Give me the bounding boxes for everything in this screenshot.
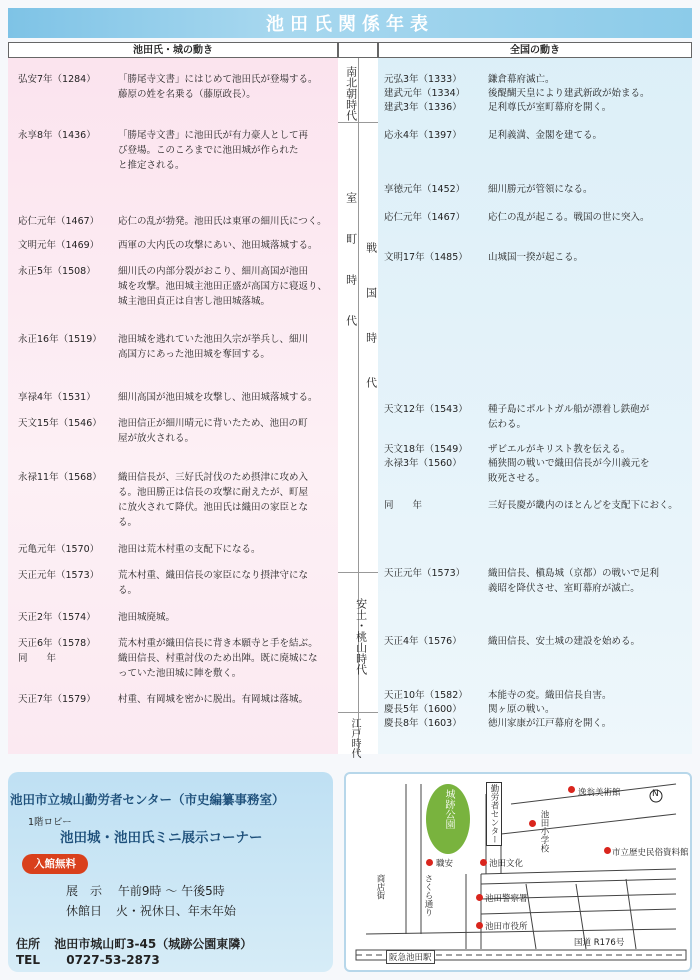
- era-azuchi-momoyama: 安土・桃山時代: [354, 598, 368, 675]
- event-year: 天文12年（1543）: [384, 404, 468, 415]
- school-label: 池田小学校: [539, 810, 549, 853]
- center-name: 池田市立城山勤労者センター（市史編纂事務室）: [10, 792, 285, 807]
- event-text: 池田は荒木村重の支配下になる。: [118, 544, 261, 555]
- page-title: 池田氏関係年表: [266, 14, 434, 35]
- event-year: 永正5年（1508）: [18, 266, 96, 277]
- station-label: 阪急池田駅: [386, 950, 435, 964]
- event-year: 応仁元年（1467）: [18, 216, 100, 227]
- event-text: 藤原の姓を名乗る（藤原政長）。: [118, 89, 256, 100]
- itsuo-label: 逸翁美術館: [578, 788, 621, 798]
- sakura-label: さくら通り: [423, 874, 433, 917]
- map-marker: [604, 847, 611, 854]
- event-text: 本能寺の変。織田信長自害。: [488, 690, 612, 701]
- event-year: 建武3年（1336）: [384, 102, 462, 113]
- map-marker: [476, 894, 483, 901]
- event-text: と推定される。: [118, 160, 185, 171]
- era-sengoku: 戦国時代: [364, 242, 378, 422]
- map-marker: [476, 922, 483, 929]
- event-text: 義昭を降伏させ、室町幕府が滅亡。: [488, 583, 640, 594]
- north-icon: N: [652, 789, 659, 799]
- event-text: 城を攻撃。池田城主池田正盛が高国方に寝返り、: [118, 281, 328, 292]
- event-text: 山城国一揆が起こる。: [488, 252, 584, 263]
- event-year: 天正元年（1573）: [384, 568, 466, 579]
- event-text: 後醍醐天皇により建武新政が始まる。: [488, 88, 650, 99]
- event-year: 慶長5年（1600）: [384, 704, 462, 715]
- era-edo: 江戸時代: [349, 718, 360, 758]
- event-year: 応仁元年（1467）: [384, 212, 466, 223]
- event-text: 「勝尾寺文書」にはじめて池田氏が登場する。: [118, 74, 318, 85]
- event-year: 天文15年（1546）: [18, 418, 102, 429]
- access-map: [344, 772, 692, 972]
- event-year: 天正6年（1578）: [18, 638, 96, 649]
- event-text: っていた池田城に陣を敷く。: [118, 668, 242, 679]
- event-text: 高国方にあった池田城を奪回する。: [118, 349, 270, 360]
- closed-days-row: 休館日 火・祝休日、年末年始: [66, 904, 236, 918]
- event-text: 三好長慶が畿内のほとんどを支配下におく。: [488, 500, 678, 511]
- center-label: 勤労者センター: [486, 782, 502, 846]
- event-text: 池田城廃城。: [118, 612, 176, 623]
- event-text: 織田信長、槇島城（京都）の戦いで足利: [488, 568, 660, 579]
- era-separator: [338, 572, 378, 573]
- event-text: る。池田勝正は信長の攻撃に耐えたが、町屋: [118, 487, 309, 498]
- lobby-label: 1階ロビー: [28, 817, 72, 828]
- map-marker: [568, 786, 575, 793]
- event-year: 享禄4年（1531）: [18, 392, 96, 403]
- event-text: 屋が放火される。: [118, 433, 195, 444]
- event-year: 文明元年（1469）: [18, 240, 100, 251]
- event-text: 関ヶ原の戦い。: [488, 704, 555, 715]
- page-title-bar: [8, 8, 692, 38]
- event-text: 足利義満、金閣を建てる。: [488, 130, 603, 141]
- route-label: 国道 R176号: [574, 938, 625, 948]
- event-text: 村重、有岡城を密かに脱出。有岡城は落城。: [118, 694, 309, 705]
- event-year: 元亀元年（1570）: [18, 544, 100, 555]
- map-marker: [480, 859, 487, 866]
- event-year: 元弘3年（1333）: [384, 74, 462, 85]
- shotengai-label: 商店街: [375, 874, 385, 900]
- map-roads: [346, 774, 690, 970]
- event-text: 織田信長、村重討伐のため出陣。既に廃城にな: [118, 653, 318, 664]
- event-text: 荒木村重、織田信長の家臣になり摂津守にな: [118, 570, 309, 581]
- admission-badge: 入館無料: [22, 854, 88, 874]
- event-text: 西軍の大内氏の攻撃にあい、池田城落城する。: [118, 240, 318, 251]
- cityhall-label: 池田市役所: [485, 922, 528, 932]
- event-text: 種子島にポルトガル船が漂着し鉄砲が: [488, 404, 650, 415]
- event-text: 城主池田貞正は自害し池田城落城。: [118, 296, 271, 307]
- event-year: 永禄11年（1568）: [18, 472, 102, 483]
- event-text: に放火されて降伏。池田氏は織田の家臣とな: [118, 502, 309, 513]
- event-text: 徳川家康が江戸幕府を開く。: [488, 718, 612, 729]
- event-text: 池田城を逃れていた池田久宗が挙兵し、細川: [118, 334, 309, 345]
- event-year: 弘安7年（1284）: [18, 74, 96, 85]
- event-text: 足利尊氏が室町幕府を開く。: [488, 102, 612, 113]
- park-label: 城跡公園: [443, 789, 454, 829]
- event-year: 文明17年（1485）: [384, 252, 468, 263]
- event-text: 伝わる。: [488, 419, 527, 430]
- event-year: 天正10年（1582）: [384, 690, 468, 701]
- event-text: 細川勝元が管領になる。: [488, 184, 593, 195]
- event-year: 天正元年（1573）: [18, 570, 100, 581]
- event-text: る。: [118, 517, 138, 528]
- event-year: 応永4年（1397）: [384, 130, 462, 141]
- event-year: 永享8年（1436）: [18, 130, 96, 141]
- event-year: 永正16年（1519）: [18, 334, 102, 345]
- event-year: 天正4年（1576）: [384, 636, 462, 647]
- event-text: ザビエルがキリスト教を伝える。: [488, 444, 631, 455]
- museum-label: 市立歴史民俗資料館: [612, 848, 689, 858]
- event-text: る。: [118, 585, 138, 596]
- event-text: 織田信長、安土城の建設を始める。: [488, 636, 641, 647]
- left-header: 池田氏・城の動き: [8, 42, 338, 58]
- era-nanbokucho: 南北朝時代: [344, 66, 358, 121]
- tel-row: TEL 0727-53-2873: [16, 953, 160, 967]
- event-year: 同 年: [18, 653, 57, 664]
- event-text: 応仁の乱が勃発。池田氏は東軍の細川氏につく。: [118, 216, 327, 227]
- event-year: 天文18年（1549）: [384, 444, 468, 455]
- right-header: 全国の動き: [378, 42, 692, 58]
- event-text: 池田信正が細川晴元に背いたため、池田の町: [118, 418, 308, 429]
- era-muromachi: 室町時代: [344, 192, 358, 356]
- event-text: 荒木村重が織田信長に背き本願寺と手を結ぶ。: [118, 638, 318, 649]
- event-text: 細川氏の内部分裂がおこり、細川高国が池田: [118, 266, 309, 277]
- address-row: 住所 池田市城山町3-45（城跡公園東隣）: [16, 937, 253, 951]
- bunka-label: 池田文化: [489, 859, 524, 869]
- era-separator: [338, 712, 378, 713]
- exhibit-hours-row: 展 示 午前9時 ～ 午後5時: [66, 884, 225, 898]
- event-year: 天正7年（1579）: [18, 694, 96, 705]
- event-text: び登場。このころまでに池田城が作られた: [118, 145, 299, 156]
- shokuan-label: 職安: [436, 859, 454, 869]
- event-text: 桶狭間の戦いで織田信長が今川義元を: [488, 458, 650, 469]
- info-panel: [8, 772, 333, 972]
- event-year: 慶長8年（1603）: [384, 718, 462, 729]
- map-marker: [529, 820, 536, 827]
- event-year: 建武元年（1334）: [384, 88, 466, 99]
- event-year: 同 年: [384, 500, 423, 511]
- event-text: 鎌倉幕府滅亡。: [488, 74, 555, 85]
- event-text: 応仁の乱が起こる。戦国の世に突入。: [488, 212, 650, 223]
- map-marker: [426, 859, 433, 866]
- era-header: [338, 42, 378, 58]
- chronology-table: [8, 42, 692, 758]
- event-text: 織田信長が、三好氏討伐のため摂津に攻め入: [118, 472, 309, 483]
- event-year: 永禄3年（1560）: [384, 458, 462, 469]
- event-year: 天正2年（1574）: [18, 612, 96, 623]
- event-year: 享徳元年（1452）: [384, 184, 466, 195]
- exhibit-corner-name: 池田城・池田氏ミニ展示コーナー: [60, 830, 263, 846]
- event-text: 敗死させる。: [488, 473, 546, 484]
- event-text: 「勝尾寺文書」に池田氏が有力豪人として再: [118, 130, 309, 141]
- event-text: 細川高国が池田城を攻撃し、池田城落城する。: [118, 392, 318, 403]
- police-label: 池田警察署: [485, 894, 528, 904]
